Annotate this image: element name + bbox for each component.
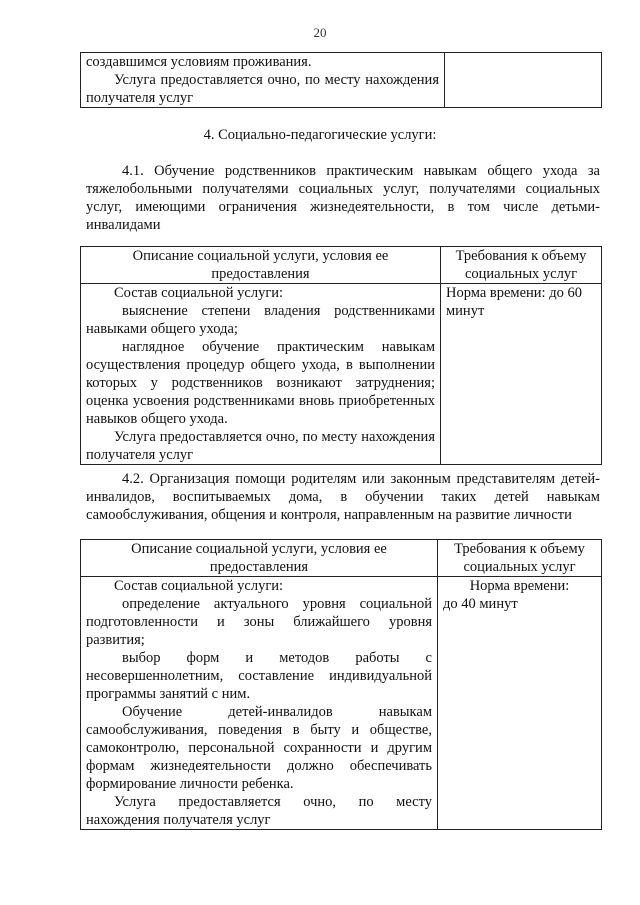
requirements-cell bbox=[438, 577, 602, 830]
continuation-line: создавшимся условиям проживания. bbox=[86, 54, 312, 70]
table-row bbox=[81, 284, 602, 465]
column-header-requirements: Требования к объему социальных услуг bbox=[438, 540, 602, 577]
delivery-text: Услуга предоставляется очно, по месту нахождения получателя услуг bbox=[86, 794, 432, 828]
requirements-cell bbox=[441, 284, 602, 465]
time-norm: Норма времени: до 60 минут bbox=[446, 285, 582, 319]
continuation-cell bbox=[81, 53, 445, 108]
column-header-requirements: Требования к объему социальных услуг bbox=[441, 247, 602, 284]
delivery-text: Услуга предоставляется очно, по месту нахождения получателя услуг bbox=[86, 72, 439, 106]
time-norm-label: Норма времени: bbox=[469, 578, 570, 594]
table-row bbox=[81, 577, 602, 830]
time-norm-value: до 40 минут bbox=[443, 596, 518, 612]
service-table-4-2 bbox=[80, 539, 602, 830]
table-header-row bbox=[81, 247, 602, 284]
continuation-table bbox=[80, 52, 602, 108]
service-item: наглядное обучение практическим навыкам осуществления процедур общего ухода, в выполнении которых у родственников возникают затруднения; оценка усвоения родственниками вновь приобретенных навыков общего ухода. bbox=[86, 339, 435, 427]
composition-label: Состав социальной услуги: bbox=[114, 578, 284, 594]
delivery-text: Услуга предоставляется очно, по месту нахождения получателя услуг bbox=[86, 429, 435, 463]
page-number: 20 bbox=[313, 25, 327, 40]
description-cell bbox=[81, 577, 438, 830]
service-item: определение актуального уровня социальной подготовленности и зоны ближайшего уровня развития; bbox=[86, 596, 432, 648]
section-title: 4. Социально-педагогические услуги: bbox=[203, 127, 437, 143]
column-header-description: Описание социальной услуги, условия ее предоставления bbox=[81, 247, 441, 284]
table-header-row bbox=[81, 540, 602, 577]
subsection-4-1-title: 4.1. Обучение родственников практическим навыкам общего ухода за тяжелобольными получателями социальных услуг, получателями социальных услуг, имеющими ограничения жизнедеятельности, в том числе детьми-инвалидами bbox=[86, 163, 600, 233]
subsection-4-2-title: 4.2. Организация помощи родителям или законным представителям детей-инвалидов, воспитываемых дома, в обучении таких детей навыкам самообслуживания, общения и контроля, направленным на развитие личности bbox=[86, 471, 600, 523]
service-item: Обучение детей-инвалидов навыкам самообслуживания, поведения в быту и обществе, самоконтролю, персональной сохранности и другим формам жизнедеятельности должно обеспечивать формирование личности ребенка. bbox=[86, 704, 432, 792]
composition-label: Состав социальной услуги: bbox=[114, 285, 284, 301]
continuation-empty-cell bbox=[445, 53, 602, 108]
service-table-4-1 bbox=[80, 246, 602, 465]
column-header-description: Описание социальной услуги, условия ее предоставления bbox=[81, 540, 438, 577]
description-cell bbox=[81, 284, 441, 465]
service-item: выбор форм и методов работы с несовершеннолетним, составление индивидуальной программы занятий с ним. bbox=[86, 650, 432, 702]
service-item: выяснение степени владения родственниками навыками общего ухода; bbox=[86, 303, 435, 337]
